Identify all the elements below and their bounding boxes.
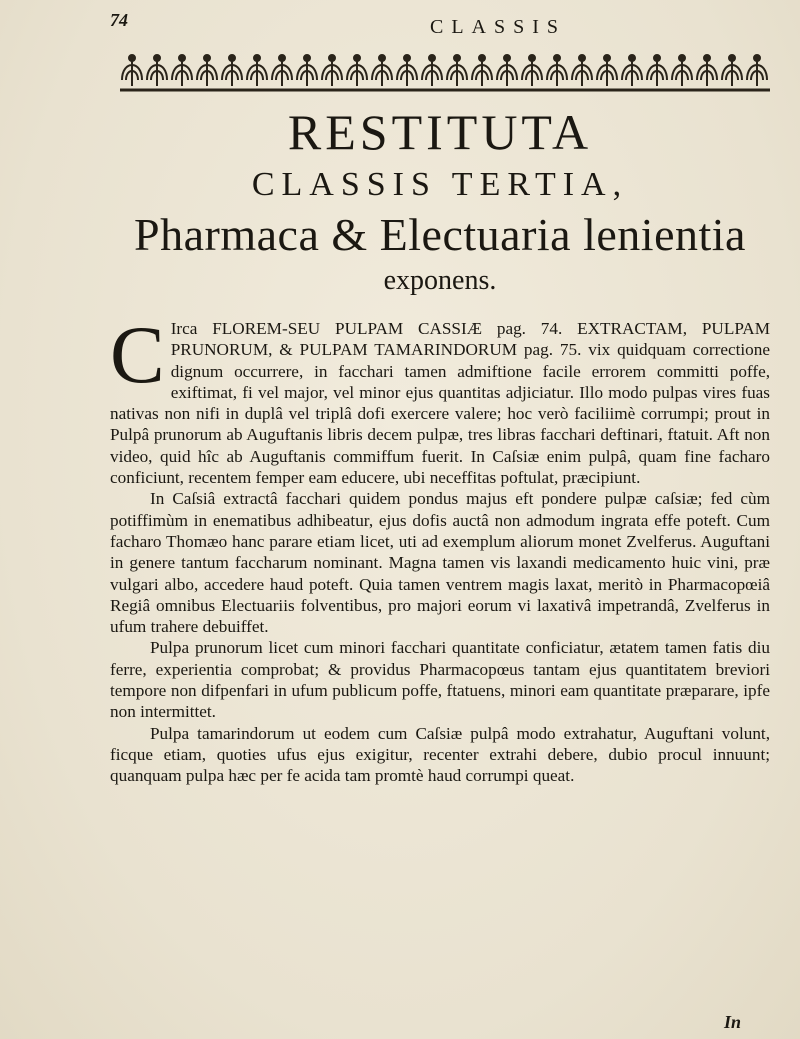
ornament-flourish (147, 58, 167, 86)
ornament-flourish (172, 58, 192, 86)
ornament-flourish (572, 58, 592, 86)
paragraph-4: Pulpa tamarindorum ut eodem cum Caſsiæ pulpâ modo extrahatur, Auguftani volunt, ficque etiam, quoties ufus ejus exigitur, recenter extrahi debere, dubio procul innuunt; quanquam pulpa hæc per fe acida tam promtè haud corrumpi queat. (110, 723, 770, 786)
decorative-floral-band (120, 50, 770, 94)
ornament-flourish (547, 58, 567, 86)
ornament-dot (729, 55, 735, 61)
ornament-dot (404, 55, 410, 61)
ornament-flourish (722, 58, 742, 86)
ornament-flourish (422, 58, 442, 86)
ornament-flourish (272, 58, 292, 86)
ornament-flourish (222, 58, 242, 86)
ornament-flourish (647, 58, 667, 86)
paragraph-3: Pulpa prunorum licet cum minori facchari quantitate conficiatur, ætatem tamen fatis diu ferre, experientia comprobat; & providus Pharmacopœus tantam ejus quantitatem breviori tempore non difpenfari in ufum publicum poffe, ftatuens, minori eam quantitate præparare, ipfe non intermittet. (110, 638, 770, 722)
ornament-dot (679, 55, 685, 61)
ornament-dot (529, 55, 535, 61)
ornament-dot (604, 55, 610, 61)
ornament-dot (354, 55, 360, 61)
ornament-dot (329, 55, 335, 61)
ornament-dot (454, 55, 460, 61)
title-restituta: RESTITUTA (287, 104, 593, 160)
ornament-flourish (197, 58, 217, 86)
ornament-dot (629, 55, 635, 61)
ornament-dot (204, 55, 210, 61)
ornament-dot (129, 55, 135, 61)
ornament-flourish (697, 58, 717, 86)
ornament-dot (279, 55, 285, 61)
ornament-flourish (747, 58, 767, 86)
ornament-flourish (497, 58, 517, 86)
ornament-dot (479, 55, 485, 61)
paragraph-1 (110, 309, 770, 488)
ornament-flourish (247, 58, 267, 86)
ornament-flourish (297, 58, 317, 86)
ornament-dot (579, 55, 585, 61)
page-header (110, 8, 770, 44)
page-number: 74 (110, 10, 128, 30)
ornament-flourish (397, 58, 417, 86)
title-pharmaca: Pharmaca & Electuaria lenientia (134, 209, 746, 260)
ornament-dot (254, 55, 260, 61)
title-exponens: exponens. (383, 265, 497, 296)
ornament-flourish (122, 58, 142, 86)
ornament-dot (654, 55, 660, 61)
ornament-flourish (622, 58, 642, 86)
ornament-flourish (322, 58, 342, 86)
ornament-flourish (672, 58, 692, 86)
ornament-flourish (372, 58, 392, 86)
ornament-flourish (447, 58, 467, 86)
ornament-dot (754, 55, 760, 61)
catchword: In (724, 1012, 742, 1032)
ornament-dot (154, 55, 160, 61)
ornament-dot (379, 55, 385, 61)
running-head: CLASSIS (430, 16, 567, 38)
ornament-flourish (347, 58, 367, 86)
ornament-dot (504, 55, 510, 61)
ornament-dot (429, 55, 435, 61)
dropcap-letter: C (110, 309, 165, 400)
title-block (100, 104, 780, 298)
body-text (110, 309, 770, 787)
ornament-dot (179, 55, 185, 61)
paragraph-2: In Caſsiâ extractâ facchari quidem pondus majus eft pondere pulpæ caſsiæ; fed cùm potiffimùm in enematibus adhibeatur, ejus dofis auctâ non admodum ingrata effe poteft. Cum facharo Thomæo hanc parare etiam licet, uti ad exemplum aliorum monet Zvelferus. Auguftani in genere tantum faccharum nominant. Magna tamen vis laxandi medicamento huic vini, præ vulgari albo, accedere haud poteft. Quia tamen ventrem magis laxat, meritò in Pharmacopœiâ Regiâ omnibus Electuariis folventibus, pro majori eorum vi laxativâ impetrandâ, Zvelferus in ufum trahere debuiffet. (110, 489, 770, 637)
title-classis-tertia: CLASSIS TERTIA, (251, 166, 629, 203)
ornament-dot (554, 55, 560, 61)
ornament-flourish (522, 58, 542, 86)
ornament-dot (304, 55, 310, 61)
ornament-flourish (472, 58, 492, 86)
ornament-dot (704, 55, 710, 61)
ornament-flourish (597, 58, 617, 86)
paragraph-1-text: Irca FLOREM-SEU PULPAM CASSIÆ pag. 74. EXTRACTAM, PULPAM PRUNORUM, & PULPAM TAMARINDORUM pag. 75. vix quidquam correctione dignum occurrere, in facchari tamen admiftione facile errorem committi poffe, exiftimat, fi vel major, vel minor ejus quantitas adjiciatur. Illo modo pulpas vires fuas nativas non nifi in duplâ vel triplâ dofi exercere valere; hoc verò faciliimè corrumpi; prout in Pulpâ prunorum ab Auguftanis libris decem pulpæ, tres libras facchari deftinari, ftatuit. Aft non video, quid hîc ab Auguftanis commiffum fuerit. In Caſsiæ enim pulpâ, quam fine facharo conficiunt, recentem femper eam educere, ubi neceffitas poftulat, præcipiunt. (110, 319, 770, 488)
ornament-dot (229, 55, 235, 61)
